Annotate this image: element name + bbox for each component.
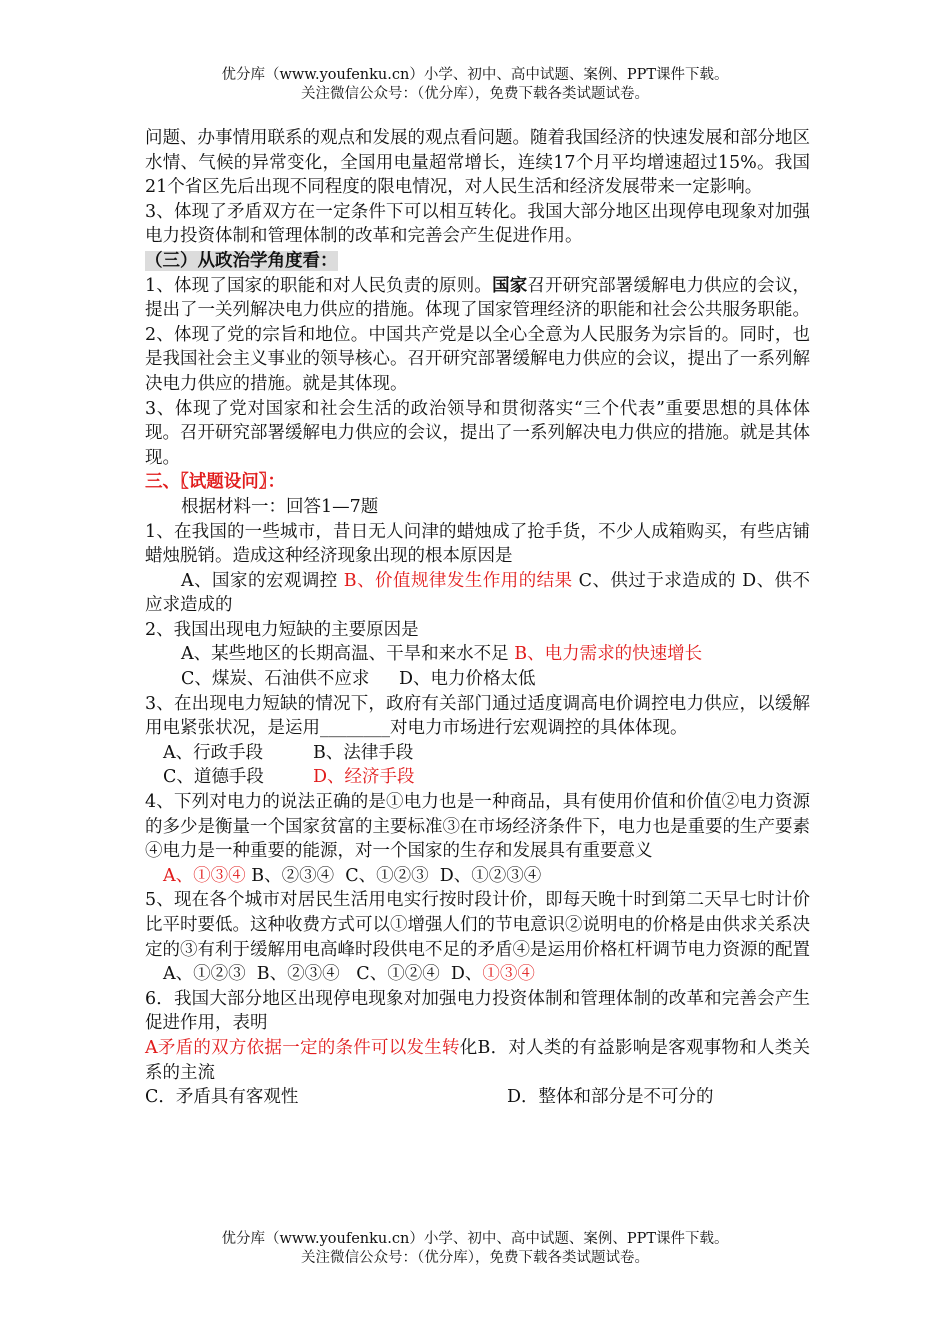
question-2-options-cd — [145, 667, 810, 692]
politics-point-1-lead: 1、体现了国家的职能和对人民负责的原则。 — [145, 275, 493, 296]
question-5-options — [145, 962, 810, 987]
document-body — [145, 126, 810, 1110]
section-heading-politics — [145, 249, 810, 274]
politics-point-1-rest: 召开研究部署缓解电力供应的会议，提出了一关列解决电力供应的措施。体现了国家管理经济的职能和社会公共服务职能。 — [145, 275, 810, 321]
q1-option-cd: C、供过于求造成的 D、供不应求造成的 — [145, 570, 811, 616]
header-line-1: 优分库（www.youfenku.cn）小学、初中、高中试题、案例、PPT课件下载。 — [221, 67, 729, 83]
q3-option-c: C、道德手段 — [163, 767, 264, 788]
politics-point-1 — [145, 274, 810, 323]
question-4-stem: 4、下列对电力的说法正确的是①电力也是一种商品，具有使用价值和价值②电力资源的多少是衡量一个国家贫富的主要标准③在市场经济条件下，电力也是重要的生产要素④电力是一种重要的能源，对一个国家的生存和发展具有重要意义 — [145, 792, 810, 862]
question-1-stem: 1、在我国的一些城市，昔日无人问津的蜡烛成了抢手货，不少人成箱购买，有些店铺蜡烛脱销。造成这种经济现象出现的根本原因是 — [145, 521, 810, 567]
question-3-options-ab — [145, 741, 810, 766]
header-line-2: 关注微信公众号：（优分库），免费下载各类试题试卷。 — [301, 86, 649, 102]
politics-point-3: 3、体现了党对国家和社会生活的政治领导和贯彻落实“三个代表”重要思想的具体体现。召开研究部署缓解电力供应的会议，提出了一系列解决电力供应的措施。就是其体现。 — [145, 398, 810, 468]
q6-option-d: D．整体和部分是不可分的 — [507, 1087, 714, 1108]
q2-option-a: A、某些地区的长期高温、干旱和来水不足 — [181, 644, 509, 665]
q1-option-b-answer: B、价值规律发生作用的结果 — [343, 570, 573, 591]
question-2-options-ab — [145, 642, 810, 667]
question-6-options-cd — [145, 1085, 810, 1110]
q6-option-a-answer: A矛盾的双方依据一定的条件可以发生转 — [145, 1037, 460, 1058]
page-footer — [0, 1230, 950, 1268]
section-heading-questions: 三、〖试题设问〗： — [145, 472, 285, 493]
questions-intro: 根据材料一：回答1—7题 — [181, 496, 379, 517]
question-6-options-ab — [145, 1036, 810, 1085]
question-5-stem: 5、现在各个城市对居民生活用电实行按时段计价，即每天晚十时到第二天早七时计价比平时要低。这种收费方式可以①增强人们的节电意识②说明电的价格是由供求关系决定的③有利于缓解用电高峰时段供电不足的矛盾④是运用价格杠杆调节电力资源的配置 — [145, 890, 810, 960]
q4-option-a-answer: A、①③④ — [163, 865, 246, 886]
page-header — [0, 66, 950, 104]
q5-options-abc: A、①②③ B、②③④ C、①②④ D、 — [163, 964, 483, 985]
q1-option-a: A、国家的宏观调控 — [181, 570, 338, 591]
politics-point-2: 2、体现了党的宗旨和地位。中国共产党是以全心全意为人民服务为宗旨的。同时，也是我国社会主义事业的领导核心。召开研究部署缓解电力供应的会议，提出了一系列解决电力供应的措施。就是其体现。 — [145, 324, 810, 394]
q3-option-d-answer: D、经济手段 — [313, 767, 415, 788]
q3-option-b: B、法律手段 — [313, 742, 414, 763]
q6-option-c: C．矛盾具有客观性 — [145, 1087, 299, 1108]
politics-point-1-bold: 国家 — [492, 275, 528, 296]
q2-option-b-answer: B、电力需求的快速增长 — [514, 644, 703, 665]
q5-option-d-answer: ①③④ — [482, 964, 535, 985]
question-6-stem: 6．我国大部分地区出现停电现象对加强电力投资体制和管理体制的改革和完善会产生促进作用，表明 — [145, 988, 810, 1034]
question-3-stem: 3、在出现电力短缺的情况下，政府有关部门通过适度调高电价调控电力供应，以缓解用电紧张状况，是运用________对电力市场进行宏观调控的具体体现。 — [145, 693, 810, 739]
q6-option-a-tail: 化 — [459, 1037, 478, 1058]
q2-option-c: C、煤炭、石油供不应求 — [181, 669, 370, 690]
q6-option-b: B．对人类的有益影响是客观事物和人类关系的主流 — [145, 1037, 811, 1083]
question-4-options — [145, 864, 810, 889]
paragraph-continued: 问题、办事情用联系的观点和发展的观点看问题。随着我国经济的快速发展和部分地区水情、气候的异常变化，全国用电量超常增长，连续17个月平均增速超过15%。我国21个省区先后出现不同程度的限电情况，对人民生活和经济发展带来一定影响。 — [145, 128, 810, 198]
q4-options-rest: B、②③④ C、①②③ D、①②③④ — [245, 865, 542, 886]
question-2-stem: 2、我国出现电力短缺的主要原因是 — [145, 619, 419, 640]
question-1-options — [145, 569, 810, 618]
politics-heading-text: （三）从政治学角度看： — [145, 250, 338, 271]
footer-line-1: 优分库（www.youfenku.cn）小学、初中、高中试题、案例、PPT课件下载。 — [221, 1231, 729, 1247]
footer-line-2: 关注微信公众号：（优分库），免费下载各类试题试卷。 — [301, 1250, 649, 1266]
question-3-options-cd — [145, 765, 810, 790]
paragraph-point-3: 3、体现了矛盾双方在一定条件下可以相互转化。我国大部分地区出现停电现象对加强电力投资体制和管理体制的改革和完善会产生促进作用。 — [145, 201, 810, 247]
q3-option-a: A、行政手段 — [163, 742, 264, 763]
q2-option-d: D、电力价格太低 — [399, 669, 536, 690]
